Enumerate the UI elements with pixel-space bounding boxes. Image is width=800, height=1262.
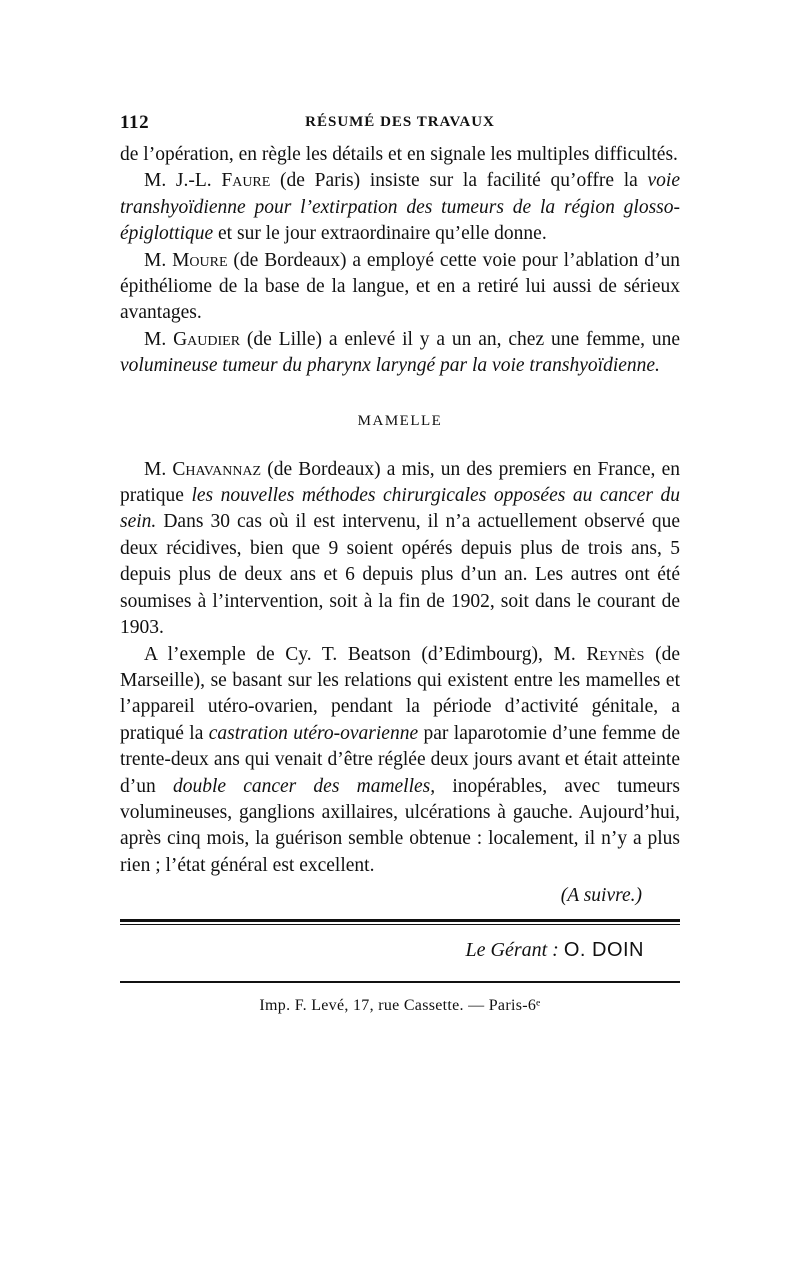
paragraph-text: de l’opération, en règle les détails et en signale les multiples difficultés.: [120, 144, 678, 165]
paragraph-text: inopérables, avec tumeurs volumineuses, ganglions axillaires, ulcérations à gauche. Aujourd’hui, après cinq mois, la guérison semble obtenue : localement, il n’y a plus rien ; l’état général est excellent.: [120, 775, 680, 876]
paragraph-text: et sur le jour extraordinaire qu’elle donne.: [213, 223, 547, 245]
paragraph-text: (de Bordeaux) a employé cette voie pour l’ablation d’un épithéliome de la base de la langue, et en a retiré lui aussi de sérieux avantages.: [120, 249, 680, 324]
author-name: M. Gaudier: [144, 328, 241, 350]
paragraph-text: (de Paris) insiste sur la facilité qu’offre la: [270, 170, 648, 192]
paragraph: [120, 248, 680, 327]
gerant-role: Le Gérant :: [465, 939, 564, 962]
author-name: M. Chavannaz: [144, 458, 262, 480]
author-name: M. Reynès: [553, 643, 645, 665]
gerant-name: O. DOIN: [563, 939, 644, 962]
body-text: [120, 142, 680, 380]
page-number: 112: [120, 112, 150, 133]
to-be-continued: (A suivre.): [560, 885, 642, 907]
italic-text: double cancer des mamelles,: [172, 775, 436, 797]
document-page: [120, 112, 680, 1015]
paragraph-text: (de Marseille), se basant sur les relations qui existent entre les mamelles et l’appareil utéro-ovarien, pendant la période d’activité génitale, a pratiqué la: [120, 643, 680, 744]
running-head: [120, 112, 680, 142]
section-body: [120, 457, 680, 880]
author-name: M. J.-L. Faure: [144, 170, 271, 192]
paragraph-text: (de Lille) a enlevé il y a un an, chez une femme, une: [240, 328, 680, 350]
divider: [120, 981, 680, 983]
paragraph-text: A l’exemple de Cy. T. Beatson (d’Edimbourg),: [144, 643, 554, 665]
author-name: M. Moure: [144, 249, 228, 271]
italic-text: les nouvelles méthodes chirurgicales opposées au cancer du sein.: [120, 485, 680, 533]
paragraph: [120, 142, 680, 168]
paragraph-text: Dans 30 cas où il est intervenu, il n’a actuellement observé que deux récidives, bien que 9 soient opérés depuis plus de trois ans, 5 depuis plus de deux ans et 6 depuis plus d’un an. Les autres ont été soumises à l’intervention, soit à la fin de 1902, soit dans le courant de 1903.: [120, 511, 680, 639]
gerant-line: [120, 939, 680, 967]
header-title: RÉSUMÉ DES TRAVAUX: [305, 114, 495, 130]
divider: [120, 919, 680, 925]
paragraph-text: (de Bordeaux) a mis, un des premiers en France, en pratique: [120, 458, 680, 507]
paragraph: [120, 327, 680, 380]
italic-text: castration utéro-ovarienne: [208, 722, 419, 744]
italic-text: voie transhyoïdienne pour l’extirpation des tumeurs de la région glosso-épiglottique: [120, 170, 680, 245]
paragraph: [120, 168, 680, 247]
paragraph: [120, 457, 680, 642]
paragraph-text: par laparotomie d’une femme de trente-deux ans qui venait d’être réglée deux jours avant et était atteinte d’un: [120, 722, 680, 797]
section-heading: MAMELLE: [357, 412, 443, 429]
italic-text: volumineuse tumeur du pharynx laryngé par la voie transhyoïdienne.: [120, 355, 660, 377]
paragraph: [120, 642, 680, 880]
imprint: Imp. F. Levé, 17, rue Cassette. — Paris-6ᵉ: [259, 997, 541, 1015]
